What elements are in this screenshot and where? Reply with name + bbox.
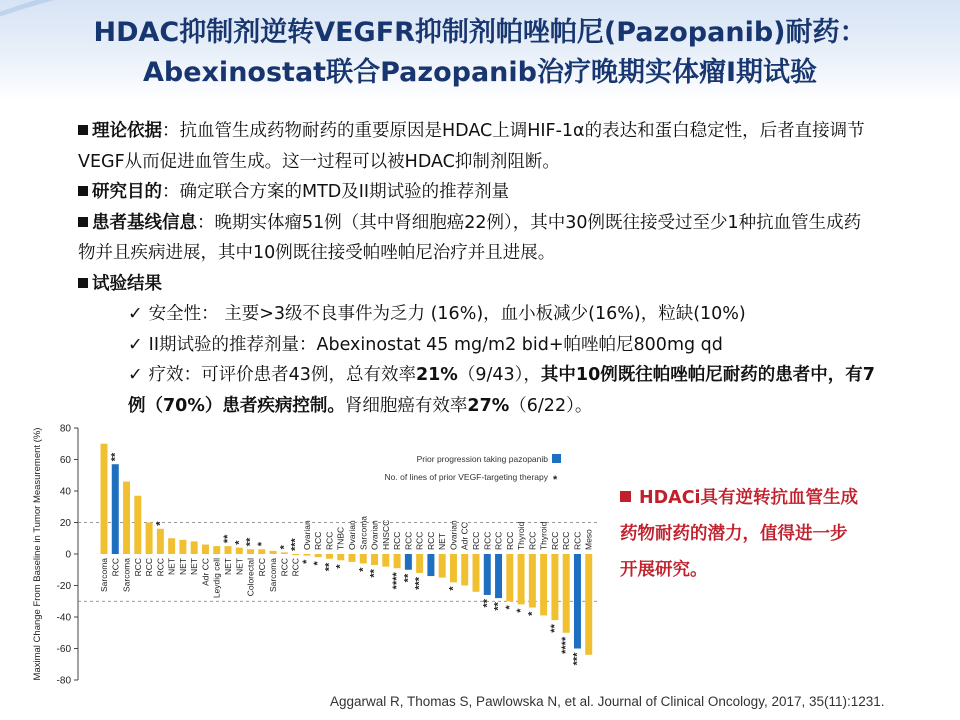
bar (112, 464, 119, 554)
efficacy-rcc-orr: 27% (467, 395, 510, 416)
bar (146, 523, 153, 555)
bar-category-label: NET (223, 558, 233, 575)
bar (225, 546, 232, 554)
bar (191, 541, 198, 554)
slide-body (78, 116, 878, 421)
bar-category-label: RCC (110, 558, 121, 577)
y-tick-label: 20 (59, 518, 71, 529)
efficacy-orr: 21% (415, 365, 458, 385)
bar (585, 554, 592, 655)
bar (179, 540, 186, 554)
bar-category-label: Thyroid (516, 521, 527, 550)
prior-lines-marker: * (312, 561, 325, 566)
prior-lines-marker: * (357, 567, 370, 572)
prior-lines-marker: ** (222, 534, 234, 544)
bullet-square-icon (78, 217, 88, 227)
bar-category-label: RCC (155, 558, 166, 577)
bar (360, 554, 367, 563)
prior-lines-marker: * (233, 540, 246, 545)
checkmark-icon: ✓ (128, 304, 143, 324)
bar (574, 554, 581, 649)
efficacy-pazopanib-result: 其中10例既往帕唑帕尼耐药的患者中，有7例（70%）患者疾病控制。 (128, 365, 875, 416)
baseline-paragraph (78, 208, 878, 269)
bar-category-label: Colorectal (245, 558, 256, 597)
bar-category-label: RCC (256, 558, 267, 577)
bar (416, 554, 423, 573)
bar-category-label: Sarcoma (99, 558, 109, 593)
dose-item (78, 330, 878, 361)
bar-category-label: RCC (144, 558, 155, 577)
bar (270, 551, 277, 554)
bar-category-label: RCC (561, 531, 572, 550)
bar (292, 554, 299, 555)
prior-lines-marker: *** (571, 652, 584, 666)
prior-lines-marker: ** (492, 602, 505, 611)
bar (461, 554, 468, 586)
prior-lines-marker: * (503, 605, 516, 610)
bar-category-label: NET (437, 533, 448, 550)
efficacy-text-g: （6/22）。 (509, 395, 593, 416)
prior-lines-marker: ** (368, 569, 381, 578)
bar-category-label: NET (177, 558, 188, 575)
bar (540, 554, 547, 615)
prior-lines-marker: **** (560, 636, 573, 654)
bar-category-label: RCC (414, 531, 425, 550)
bar (484, 554, 491, 595)
bar-category-label: Sarcoma (358, 515, 369, 550)
prior-lines-marker: * (334, 564, 347, 569)
bar (315, 554, 322, 557)
bar (247, 549, 254, 554)
callout-line-3: 开展研究。 (620, 560, 708, 580)
bar-category-label: NET (234, 558, 245, 575)
bar-category-label: Ovarian (347, 520, 357, 550)
prior-lines-marker: ** (402, 573, 415, 583)
prior-lines-marker: ** (323, 562, 336, 572)
bar-category-label: RCC (482, 531, 493, 550)
y-tick-label: -40 (56, 612, 71, 624)
bar (518, 554, 525, 604)
bar (281, 552, 288, 554)
bar-category-label: Ovarian (301, 520, 312, 550)
bar (563, 554, 570, 633)
bar (202, 545, 209, 554)
bar-category-label: Ovarian (369, 520, 380, 550)
legend-blue-square-icon (552, 454, 561, 463)
prior-lines-marker: * (255, 541, 268, 547)
bar (157, 529, 164, 554)
bar-category-label: Ovarian (448, 520, 459, 550)
bar-category-label: RCC (471, 531, 481, 550)
results-label: 试验结果 (92, 273, 162, 294)
bar (349, 554, 356, 562)
bar-category-label: Meso (583, 529, 594, 550)
prior-lines-marker: * (515, 608, 528, 613)
efficacy-text-c: （9/43）， (457, 365, 541, 385)
bullet-square-icon (620, 491, 631, 502)
bar (101, 444, 108, 554)
callout-line-2: 药物耐药的潜力，值得进一步 (620, 524, 848, 544)
baseline-label: 患者基线信息 (92, 212, 197, 233)
legend-asterisk-icon: * (553, 474, 558, 486)
prior-lines-marker: *** (413, 576, 426, 590)
bar-category-label: RCC (279, 558, 290, 577)
results-heading (78, 269, 878, 300)
bar-category-label: RCC (290, 558, 301, 577)
slide-header (0, 0, 960, 100)
bar-category-label: RCC (549, 531, 560, 550)
prior-lines-marker: * (278, 545, 291, 550)
bar-category-label: RCC (403, 531, 414, 550)
bar-category-label: NET (189, 558, 200, 575)
dose-text: II期试验的推荐剂量：Abexinostat 45 mg/m2 bid+帕唑帕尼800mg qd (148, 334, 723, 355)
bar (450, 554, 457, 582)
waterfall-chart (26, 418, 606, 690)
prior-lines-marker: ** (244, 537, 257, 547)
callout-line-1 (620, 480, 920, 516)
slide-title-line-1: HDAC抑制剂逆转VEGFR抑制剂帕唑帕尼(Pazopanib)耐药： (93, 17, 867, 48)
prior-lines-marker: ** (109, 452, 122, 462)
efficacy-item (78, 360, 878, 421)
prior-lines-marker: * (447, 586, 460, 591)
rationale-text: ：抗血管生成药物耐药的重要原因是HDAC上调HIF-1α的表达和蛋白稳定性，后者直接调节VEGF从而促进血管生成。这一过程可以被HDAC抑制剂阻断。 (78, 121, 865, 172)
bar (326, 554, 333, 559)
bar (529, 554, 536, 608)
bar-category-label: RCC (493, 531, 504, 550)
bar (551, 554, 558, 620)
bar (405, 554, 412, 570)
bar (473, 554, 480, 592)
bullet-square-icon (78, 125, 88, 135)
callout-text-1: HDACi具有逆转抗血管生成 (639, 488, 859, 508)
bullet-square-icon (78, 186, 88, 196)
prior-lines-marker: ** (548, 624, 561, 633)
y-tick-label: -20 (56, 581, 71, 592)
prior-lines-marker: **** (391, 572, 404, 590)
bar (134, 496, 141, 554)
bar (303, 554, 310, 556)
bar (439, 554, 446, 578)
purpose-text: ：确定联合方案的MTD及II期试验的推荐剂量 (162, 182, 510, 202)
bar-category-label: HNSCC (380, 519, 391, 550)
prior-lines-marker: * (526, 611, 539, 616)
bar-category-label: RCC (504, 531, 515, 550)
legend-label-pazopanib: Prior progression taking pazopanib (416, 454, 548, 464)
bar (427, 554, 434, 576)
bullet-square-icon (78, 278, 88, 288)
slide-title-line-2: Abexinostat联合Pazopanib治疗晚期实体瘤I期试验 (142, 57, 818, 88)
prior-lines-marker: * (154, 521, 167, 526)
bar-category-label: RCC (572, 531, 583, 550)
y-tick-label: 40 (59, 486, 71, 498)
bar-category-label: RCC (392, 531, 403, 550)
bar (371, 554, 378, 565)
bar (506, 554, 513, 601)
y-tick-label: 80 (59, 423, 71, 435)
rationale-paragraph (78, 116, 878, 177)
y-axis-label: Maximal Change From Baseline in Tumor Measurement (%) (32, 427, 43, 681)
bar-category-label: RCC (527, 531, 538, 550)
y-tick-label: -60 (56, 644, 71, 655)
bar (495, 554, 502, 598)
bar-category-label: Leydig cell (211, 558, 222, 599)
prior-lines-marker: *** (289, 538, 302, 551)
safety-item (78, 299, 878, 330)
efficacy-text-e: 肾细胞癌有效率 (344, 395, 468, 416)
checkmark-icon: ✓ (128, 334, 143, 355)
y-tick-label: 60 (59, 455, 71, 466)
bar (382, 554, 389, 567)
prior-lines-marker: ** (481, 598, 494, 608)
bar-category-label: Thyroid (538, 521, 549, 550)
bar-category-label: Adr CC (200, 558, 211, 586)
bar-category-label: TNBC (335, 526, 346, 550)
purpose-paragraph (78, 177, 878, 208)
bar-category-label: RCC (132, 558, 143, 577)
citation: Aggarwal R, Thomas S, Pawlowska N, et al. Journal of Clinical Oncology, 2017, 35(11):1231. (330, 694, 885, 709)
bar (258, 549, 265, 554)
bar (337, 554, 344, 560)
bar (236, 548, 243, 554)
y-tick-label: 0 (65, 549, 71, 561)
y-tick-label: -80 (56, 675, 71, 687)
checkmark-icon: ✓ (128, 365, 143, 385)
bar-category-label: Sarcoma (121, 558, 132, 593)
bar-category-label: Sarcoma (268, 558, 279, 593)
rationale-label: 理论依据 (92, 121, 162, 141)
conclusion-callout (620, 480, 920, 588)
bar-category-label: NET (166, 558, 177, 575)
bar-category-label: RCC (313, 531, 324, 550)
bar (394, 554, 401, 568)
bar (213, 546, 220, 554)
prior-lines-marker: * (300, 559, 313, 564)
efficacy-text-a: 疗效：可评价患者43例，总有效率 (148, 365, 416, 385)
safety-text: 安全性： 主要>3级不良事件为乏力 (16%)，血小板减少(16%)，粒缺(10%) (148, 304, 746, 324)
purpose-label: 研究目的 (92, 182, 162, 202)
bar-category-label: Adr CC (459, 522, 470, 550)
bar (168, 538, 175, 554)
bar-category-label: RCC (324, 531, 335, 550)
baseline-text: ：晚期实体瘤51例（其中肾细胞癌22例），其中30例既往接受过至少1种抗血管生成药物并且疾病进展，其中10例既往接受帕唑帕尼治疗并且进展。 (78, 212, 862, 263)
bar (123, 482, 130, 554)
bar-category-label: RCC (425, 531, 436, 550)
legend-label-prior-lines: No. of lines of prior VEGF-targeting therapy (384, 472, 548, 482)
